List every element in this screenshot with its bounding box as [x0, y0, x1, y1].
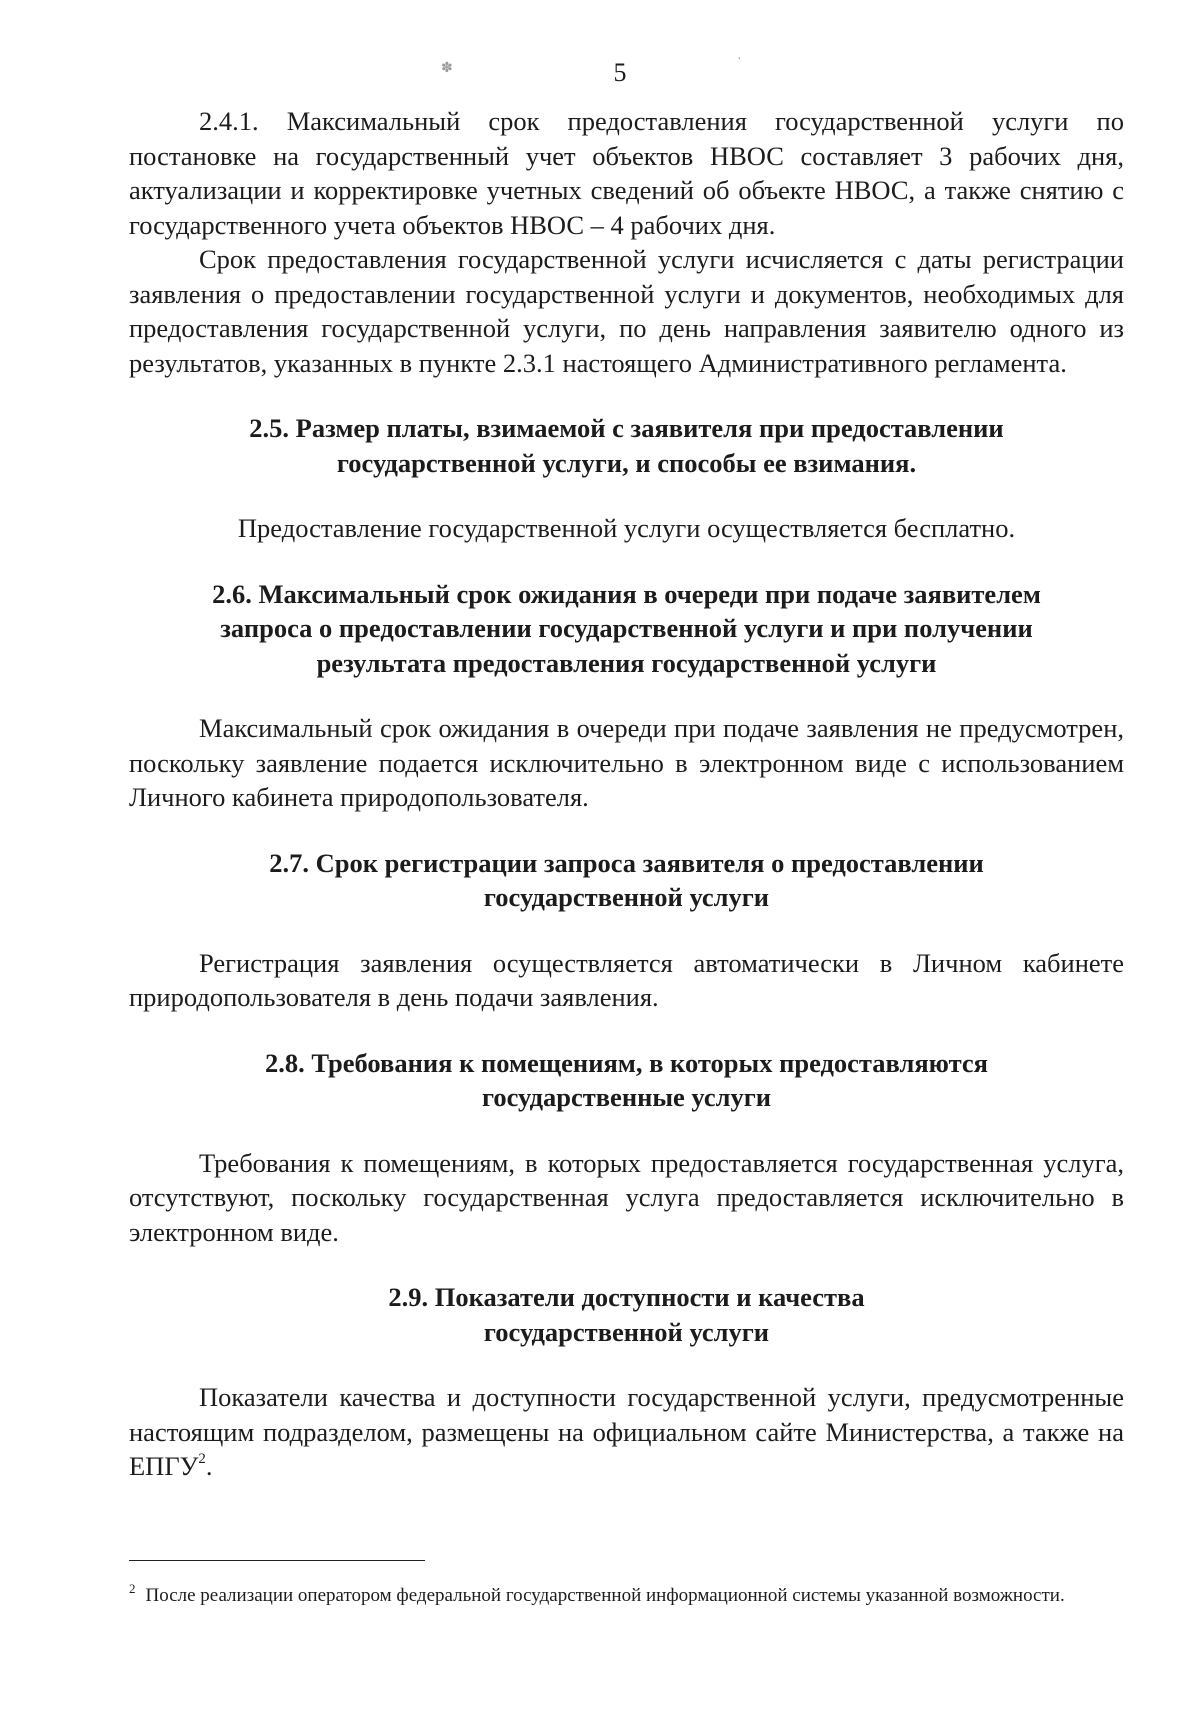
heading-line: 2.8. Требования к помещениям, в которых предоставляются [264, 1047, 989, 1078]
quality-indicators-text: Показатели качества и доступности государственной услуги, предусмотренные настоящим подразделом, размещены на официальном сайте Министерства, а также на ЕПГУ [129, 1382, 1124, 1481]
heading-2-8-premises [129, 1046, 1124, 1115]
footnote-reference[interactable]: 2 [198, 1451, 206, 1467]
document-body [129, 104, 1124, 1484]
page-number: 5 [613, 58, 627, 87]
paragraph-2-4-1-max-term: 2.4.1. Максимальный срок предоставления государственной услуги по постановке на государственный учет объектов НВОС составляет 3 рабочих дня, актуализации и корректировке учетных сведений об объекте НВОС, а также снятию с государственного учета объектов НВОС – 4 рабочих дня. [129, 106, 1124, 240]
scan-speck-mark: ✽ [441, 61, 453, 76]
scan-speck-mark: · [737, 52, 742, 67]
heading-line: государственной услуги [483, 1316, 770, 1347]
heading-line: государственной услуги, и способы ее взимания. [336, 447, 917, 478]
footnote-text: После реализации оператором федеральной государственной информационной системы указанной возможности. [145, 1585, 1065, 1606]
heading-2-6-queue-time [129, 577, 1124, 681]
footnote-mark: 2 [129, 1581, 136, 1596]
footnote-separator [129, 1560, 425, 1561]
paragraph-registration: Регистрация заявления осуществляется автоматически в Личном кабинете природопользователя в день подачи заявления. [129, 947, 1124, 1012]
heading-line: запроса о предоставлении государственной услуги и при получении [220, 613, 1033, 643]
heading-2-9-quality [129, 1280, 1124, 1349]
paragraph-term-calculation: Срок предоставления государственной услуги исчисляется с даты регистрации заявления о предоставлении государственной услуги и документов, необходимых для предоставления государственной услуги, по день направления заявителю одного из результатов, указанных в пункте 2.3.1 настоящего Административного регламента. [129, 244, 1124, 378]
heading-line: государственной услуги [483, 882, 770, 912]
heading-line: государственные услуги [481, 1082, 772, 1112]
heading-2-5-fee [129, 411, 1124, 480]
paragraph-free-of-charge: Предоставление государственной услуги осуществляется бесплатно. [237, 513, 1016, 543]
footnote [129, 1575, 1124, 1610]
sentence-end: . [205, 1451, 213, 1481]
paragraph-queue-time: Максимальный срок ожидания в очереди при подаче заявления не предусмотрен, поскольку заявление подается исключительно в электронном виде с использованием Личного кабинета природопользователя. [129, 713, 1124, 812]
heading-line: 2.5. Размер платы, взимаемой с заявителя при предоставлении [249, 413, 1004, 443]
heading-2-7-registration [129, 846, 1124, 915]
paragraph-quality-indicators [129, 1380, 1124, 1484]
paragraph-premises: Требования к помещениям, в которых предоставляется государственная услуга, отсутствуют, поскольку государственная услуга предоставляется исключительно в электронном виде. [129, 1147, 1124, 1247]
heading-line: результата предоставления государственной услуги [316, 647, 937, 678]
heading-line: 2.6. Максимальный срок ожидания в очереди при подаче заявителем [212, 578, 1041, 609]
heading-line: 2.9. Показатели доступности и качества [388, 1282, 865, 1312]
heading-line: 2.7. Срок регистрации запроса заявителя о предоставлении [269, 847, 984, 878]
